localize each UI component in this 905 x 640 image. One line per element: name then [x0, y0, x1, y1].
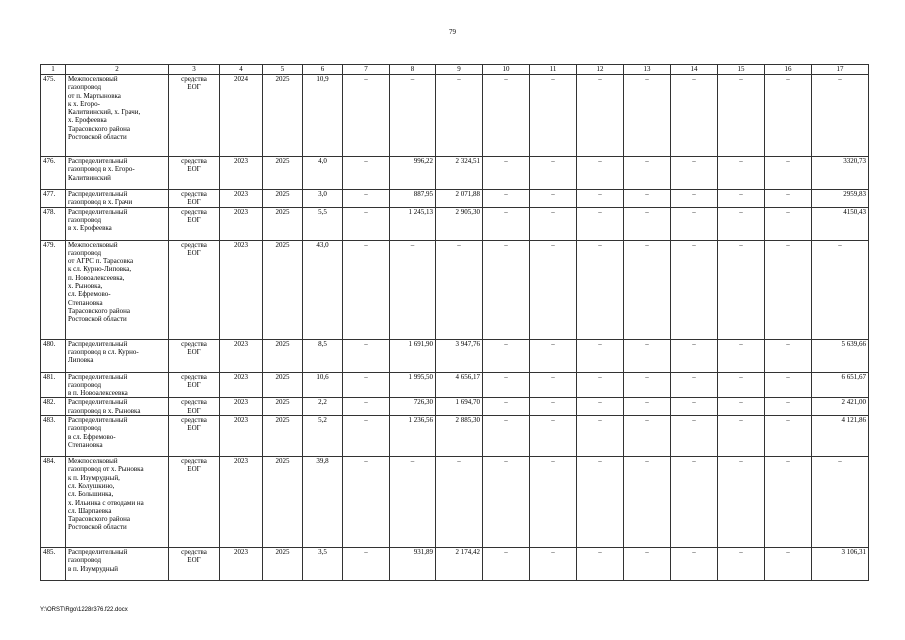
- object-name-line: газопровод в х. Егоро-: [68, 165, 135, 174]
- value-cell: –: [577, 339, 624, 372]
- length-value: 5,5: [303, 207, 343, 240]
- value-cell: –: [671, 548, 718, 581]
- value-cell: –: [483, 398, 530, 416]
- total-value: –: [812, 240, 869, 339]
- value-cell: –: [577, 157, 624, 190]
- funding-source-line: средства: [181, 398, 207, 407]
- value-cell: 2 324,51: [436, 157, 483, 190]
- object-name-line: в х. Ерофеевка: [68, 224, 112, 233]
- object-name-line: Распределительный: [68, 372, 128, 381]
- funding-source-line: средства: [181, 240, 207, 249]
- funding-source-line: средства: [181, 190, 207, 198]
- object-name-line: к п. Изумрудный,: [68, 473, 120, 482]
- object-name-line: газопровод от х. Рыновка: [68, 465, 144, 474]
- value-cell: –: [530, 190, 577, 208]
- header-cell: 9: [436, 65, 483, 75]
- object-name: [66, 207, 169, 240]
- total-value: 4150,43: [812, 207, 869, 240]
- value-cell: –: [765, 416, 812, 457]
- header-cell: 17: [812, 65, 869, 75]
- object-name-line: газопровод: [68, 215, 102, 224]
- start-year: 2023: [220, 339, 263, 372]
- total-value: 5 639,66: [812, 339, 869, 372]
- value-cell: –: [718, 190, 765, 208]
- start-year: 2023: [220, 190, 263, 208]
- object-name-line: от п. Мартыновка: [68, 91, 121, 100]
- value-cell: –: [530, 548, 577, 581]
- total-value: 4 121,86: [812, 416, 869, 457]
- funding-source-line: ЕОГ: [187, 465, 201, 474]
- end-year: 2025: [263, 398, 303, 416]
- end-year: 2025: [263, 75, 303, 157]
- value-cell: –: [343, 207, 390, 240]
- total-value: –: [812, 75, 869, 157]
- value-cell: –: [624, 548, 671, 581]
- object-name-line: Тарасовского района: [68, 124, 130, 133]
- object-name-line: в сл. Ефремово-: [68, 432, 116, 441]
- funding-source: [169, 75, 220, 157]
- header-cell: 4: [220, 65, 263, 75]
- header-cell: 3: [169, 65, 220, 75]
- page-number: 79: [449, 28, 456, 36]
- value-cell: 1 691,90: [390, 339, 436, 372]
- value-cell: –: [671, 240, 718, 339]
- value-cell: –: [436, 240, 483, 339]
- value-cell: –: [483, 457, 530, 548]
- object-name-line: Межпоселковый: [68, 457, 118, 466]
- value-cell: –: [436, 75, 483, 157]
- object-name-line: к сл. Курно-Липовка,: [68, 265, 132, 274]
- object-name: [66, 548, 169, 581]
- object-name: [66, 190, 169, 208]
- funding-source-line: ЕОГ: [187, 83, 201, 92]
- value-cell: –: [624, 157, 671, 190]
- object-name-line: газопровод в х. Грачи: [68, 198, 133, 207]
- row-number: 483.: [41, 416, 66, 457]
- header-cell: 13: [624, 65, 671, 75]
- value-cell: –: [624, 416, 671, 457]
- value-cell: –: [483, 75, 530, 157]
- object-name-line: Распределительный: [68, 207, 128, 216]
- value-cell: –: [765, 548, 812, 581]
- value-cell: –: [530, 339, 577, 372]
- row-number: 479.: [41, 240, 66, 339]
- object-name: [66, 75, 169, 157]
- start-year: 2023: [220, 398, 263, 416]
- funding-source-line: средства: [181, 75, 207, 83]
- value-cell: –: [343, 157, 390, 190]
- object-name-line: газопровод: [68, 248, 102, 257]
- object-name: [66, 416, 169, 457]
- value-cell: –: [765, 457, 812, 548]
- object-name-line: Калитвинский: [68, 173, 111, 182]
- value-cell: –: [671, 416, 718, 457]
- end-year: 2025: [263, 372, 303, 398]
- row-number: 482.: [41, 398, 66, 416]
- length-value: 5,2: [303, 416, 343, 457]
- value-cell: –: [624, 207, 671, 240]
- header-cell: 5: [263, 65, 303, 75]
- value-cell: –: [530, 207, 577, 240]
- object-name: [66, 240, 169, 339]
- end-year: 2025: [263, 240, 303, 339]
- total-value: 3320,73: [812, 157, 869, 190]
- header-cell: 10: [483, 65, 530, 75]
- value-cell: –: [577, 207, 624, 240]
- funding-source: [169, 548, 220, 581]
- end-year: 2025: [263, 548, 303, 581]
- object-name: [66, 339, 169, 372]
- length-value: 10,9: [303, 75, 343, 157]
- value-cell: 1 995,50: [390, 372, 436, 398]
- value-cell: –: [343, 190, 390, 208]
- value-cell: –: [343, 416, 390, 457]
- table-row: [41, 240, 869, 339]
- value-cell: –: [671, 190, 718, 208]
- header-cell: 11: [530, 65, 577, 75]
- value-cell: –: [718, 457, 765, 548]
- row-number: 484.: [41, 457, 66, 548]
- row-number: 475.: [41, 75, 66, 157]
- funding-source-line: ЕОГ: [187, 424, 201, 433]
- value-cell: –: [671, 372, 718, 398]
- value-cell: –: [530, 398, 577, 416]
- value-cell: 726,30: [390, 398, 436, 416]
- object-name-line: газопровод: [68, 424, 102, 433]
- table-row: [41, 75, 869, 157]
- value-cell: 1 236,56: [390, 416, 436, 457]
- header-cell: 8: [390, 65, 436, 75]
- total-value: –: [812, 457, 869, 548]
- funding-source: [169, 457, 220, 548]
- object-name-line: газопровод: [68, 83, 102, 92]
- object-name-line: от АГРС п. Тарасовка: [68, 257, 134, 266]
- value-cell: –: [483, 207, 530, 240]
- object-name-line: Степановка: [68, 440, 103, 449]
- value-cell: –: [718, 157, 765, 190]
- value-cell: –: [577, 416, 624, 457]
- value-cell: –: [343, 372, 390, 398]
- row-number: 478.: [41, 207, 66, 240]
- value-cell: –: [624, 372, 671, 398]
- funding-source: [169, 240, 220, 339]
- funding-source-line: средства: [181, 372, 207, 381]
- value-cell: –: [530, 157, 577, 190]
- start-year: 2023: [220, 416, 263, 457]
- funding-source: [169, 416, 220, 457]
- value-cell: 3 947,76: [436, 339, 483, 372]
- total-value: 3 106,31: [812, 548, 869, 581]
- object-name-line: Калитвинский, х. Грачи,: [68, 108, 141, 117]
- object-name-line: сл. Шарпаевка: [68, 506, 112, 515]
- funding-source-line: средства: [181, 548, 207, 557]
- end-year: 2025: [263, 339, 303, 372]
- value-cell: –: [671, 157, 718, 190]
- object-name: [66, 398, 169, 416]
- value-cell: –: [343, 398, 390, 416]
- table-row: [41, 207, 869, 240]
- value-cell: –: [343, 548, 390, 581]
- end-year: 2025: [263, 190, 303, 208]
- object-name-line: Тарасовского района: [68, 306, 130, 315]
- length-value: 8,5: [303, 339, 343, 372]
- length-value: 3,0: [303, 190, 343, 208]
- object-name-line: в п. Изумрудный: [68, 564, 119, 573]
- table-row: [41, 339, 869, 372]
- total-value: 6 651,67: [812, 372, 869, 398]
- object-name-line: х. Рыновка,: [68, 282, 103, 291]
- object-name-line: сл. Колушкино,: [68, 481, 115, 490]
- value-cell: –: [624, 75, 671, 157]
- value-cell: 4 656,17: [436, 372, 483, 398]
- value-cell: –: [483, 339, 530, 372]
- value-cell: –: [577, 372, 624, 398]
- end-year: 2025: [263, 416, 303, 457]
- value-cell: –: [343, 240, 390, 339]
- value-cell: –: [624, 190, 671, 208]
- object-name-line: Ростовской области: [68, 315, 127, 324]
- funding-source-line: ЕОГ: [187, 215, 201, 224]
- length-value: 4,0: [303, 157, 343, 190]
- value-cell: –: [765, 398, 812, 416]
- header-cell: 6: [303, 65, 343, 75]
- value-cell: –: [718, 75, 765, 157]
- value-cell: –: [577, 240, 624, 339]
- header-cell: 15: [718, 65, 765, 75]
- object-name-line: сл. Ефремово-: [68, 290, 111, 299]
- value-cell: –: [718, 207, 765, 240]
- table-row: [41, 372, 869, 398]
- value-cell: –: [343, 75, 390, 157]
- value-cell: –: [390, 457, 436, 548]
- table-row: [41, 398, 869, 416]
- header-cell: 1: [41, 65, 66, 75]
- length-value: 43,0: [303, 240, 343, 339]
- object-name-line: Распределительный: [68, 548, 128, 557]
- value-cell: –: [577, 190, 624, 208]
- value-cell: –: [671, 75, 718, 157]
- value-cell: –: [343, 457, 390, 548]
- value-cell: 931,89: [390, 548, 436, 581]
- funding-source-line: средства: [181, 207, 207, 216]
- value-cell: –: [671, 339, 718, 372]
- value-cell: –: [530, 75, 577, 157]
- object-name-line: х. Ильинка с отводами на: [68, 498, 144, 507]
- funding-source-line: ЕОГ: [187, 248, 201, 257]
- start-year: 2023: [220, 372, 263, 398]
- object-name-line: Степановка: [68, 298, 103, 307]
- end-year: 2025: [263, 457, 303, 548]
- object-name-line: сл. Большинка,: [68, 490, 114, 499]
- value-cell: –: [718, 548, 765, 581]
- funding-source: [169, 339, 220, 372]
- table-row: [41, 157, 869, 190]
- value-cell: –: [624, 398, 671, 416]
- object-name-line: к х. Егоро-: [68, 99, 100, 108]
- value-cell: –: [624, 240, 671, 339]
- file-path-footer: Y:\ORST\Rgo\1228r376.f22.docx: [40, 607, 128, 613]
- start-year: 2023: [220, 157, 263, 190]
- value-cell: –: [577, 75, 624, 157]
- funding-source: [169, 207, 220, 240]
- funding-source: [169, 190, 220, 208]
- funding-source-line: средства: [181, 157, 207, 165]
- row-number: 481.: [41, 372, 66, 398]
- object-name: [66, 457, 169, 548]
- value-cell: –: [765, 157, 812, 190]
- header-cell: 12: [577, 65, 624, 75]
- value-cell: –: [671, 207, 718, 240]
- table-row: [41, 548, 869, 581]
- value-cell: –: [483, 548, 530, 581]
- object-name: [66, 157, 169, 190]
- start-year: 2024: [220, 75, 263, 157]
- value-cell: –: [390, 240, 436, 339]
- value-cell: –: [765, 339, 812, 372]
- object-name-line: Распределительный: [68, 398, 128, 407]
- length-value: 39,8: [303, 457, 343, 548]
- object-name-line: Ростовской области: [68, 133, 127, 142]
- value-cell: 2 905,30: [436, 207, 483, 240]
- funding-source-line: средства: [181, 416, 207, 425]
- value-cell: –: [765, 207, 812, 240]
- funding-source-line: средства: [181, 457, 207, 466]
- row-number: 477.: [41, 190, 66, 208]
- object-name-line: газопровод: [68, 556, 102, 565]
- program-table: [40, 64, 869, 581]
- value-cell: 996,22: [390, 157, 436, 190]
- table-row: [41, 416, 869, 457]
- end-year: 2025: [263, 157, 303, 190]
- value-cell: –: [483, 416, 530, 457]
- object-name-line: газопровод в х. Рыновка: [68, 406, 141, 415]
- funding-source: [169, 157, 220, 190]
- object-name-line: газопровод: [68, 380, 102, 389]
- object-name: [66, 372, 169, 398]
- start-year: 2023: [220, 548, 263, 581]
- row-number: 485.: [41, 548, 66, 581]
- value-cell: –: [577, 457, 624, 548]
- length-value: 2,2: [303, 398, 343, 416]
- value-cell: –: [483, 190, 530, 208]
- object-name-line: Ростовской области: [68, 523, 127, 532]
- header-cell: 16: [765, 65, 812, 75]
- value-cell: –: [765, 372, 812, 398]
- value-cell: –: [343, 339, 390, 372]
- length-value: 3,5: [303, 548, 343, 581]
- value-cell: –: [483, 372, 530, 398]
- object-name-line: Межпоселковый: [68, 75, 118, 83]
- object-name-line: газопровод в сл. Курно-: [68, 347, 139, 356]
- value-cell: –: [577, 398, 624, 416]
- object-name-line: Распределительный: [68, 339, 128, 348]
- value-cell: –: [624, 339, 671, 372]
- value-cell: –: [718, 339, 765, 372]
- value-cell: –: [483, 240, 530, 339]
- value-cell: –: [483, 157, 530, 190]
- object-name-line: Межпоселковый: [68, 240, 118, 249]
- table-row: [41, 190, 869, 208]
- header-cell: 7: [343, 65, 390, 75]
- row-number: 476.: [41, 157, 66, 190]
- value-cell: –: [718, 398, 765, 416]
- object-name-line: х. Ерофеевка: [68, 116, 107, 125]
- value-cell: –: [530, 240, 577, 339]
- total-value: 2 421,00: [812, 398, 869, 416]
- value-cell: –: [718, 372, 765, 398]
- value-cell: 1 694,70: [436, 398, 483, 416]
- object-name-line: в п. Новоалексеевка: [68, 389, 128, 398]
- header-cell: 2: [66, 65, 169, 75]
- start-year: 2023: [220, 207, 263, 240]
- object-name-line: Тарасовского района: [68, 515, 130, 524]
- object-name-line: Липовка: [68, 356, 94, 365]
- object-name-line: Распределительный: [68, 416, 128, 425]
- value-cell: –: [530, 457, 577, 548]
- end-year: 2025: [263, 207, 303, 240]
- value-cell: –: [671, 457, 718, 548]
- object-name-line: п. Новоалексеевка,: [68, 273, 125, 282]
- object-name-line: Распределительный: [68, 190, 128, 198]
- value-cell: –: [671, 398, 718, 416]
- length-value: 10,6: [303, 372, 343, 398]
- value-cell: –: [530, 416, 577, 457]
- funding-source-line: ЕОГ: [187, 406, 201, 415]
- funding-source-line: ЕОГ: [187, 556, 201, 565]
- value-cell: 887,95: [390, 190, 436, 208]
- value-cell: –: [765, 240, 812, 339]
- object-name-line: Распределительный: [68, 157, 128, 165]
- funding-source-line: средства: [181, 339, 207, 348]
- funding-source: [169, 372, 220, 398]
- value-cell: 2 885,30: [436, 416, 483, 457]
- start-year: 2023: [220, 457, 263, 548]
- value-cell: –: [765, 75, 812, 157]
- funding-source-line: ЕОГ: [187, 165, 201, 174]
- column-number-header: [41, 65, 869, 75]
- value-cell: 2 174,42: [436, 548, 483, 581]
- value-cell: –: [530, 372, 577, 398]
- value-cell: –: [765, 190, 812, 208]
- value-cell: –: [577, 548, 624, 581]
- value-cell: –: [718, 416, 765, 457]
- value-cell: –: [624, 457, 671, 548]
- header-cell: 14: [671, 65, 718, 75]
- value-cell: 2 071,88: [436, 190, 483, 208]
- row-number: 480.: [41, 339, 66, 372]
- funding-source-line: ЕОГ: [187, 380, 201, 389]
- value-cell: 1 245,13: [390, 207, 436, 240]
- start-year: 2023: [220, 240, 263, 339]
- table-row: [41, 457, 869, 548]
- funding-source: [169, 398, 220, 416]
- value-cell: –: [436, 457, 483, 548]
- total-value: 2959,83: [812, 190, 869, 208]
- value-cell: –: [718, 240, 765, 339]
- funding-source-line: ЕОГ: [187, 198, 201, 207]
- funding-source-line: ЕОГ: [187, 347, 201, 356]
- value-cell: –: [390, 75, 436, 157]
